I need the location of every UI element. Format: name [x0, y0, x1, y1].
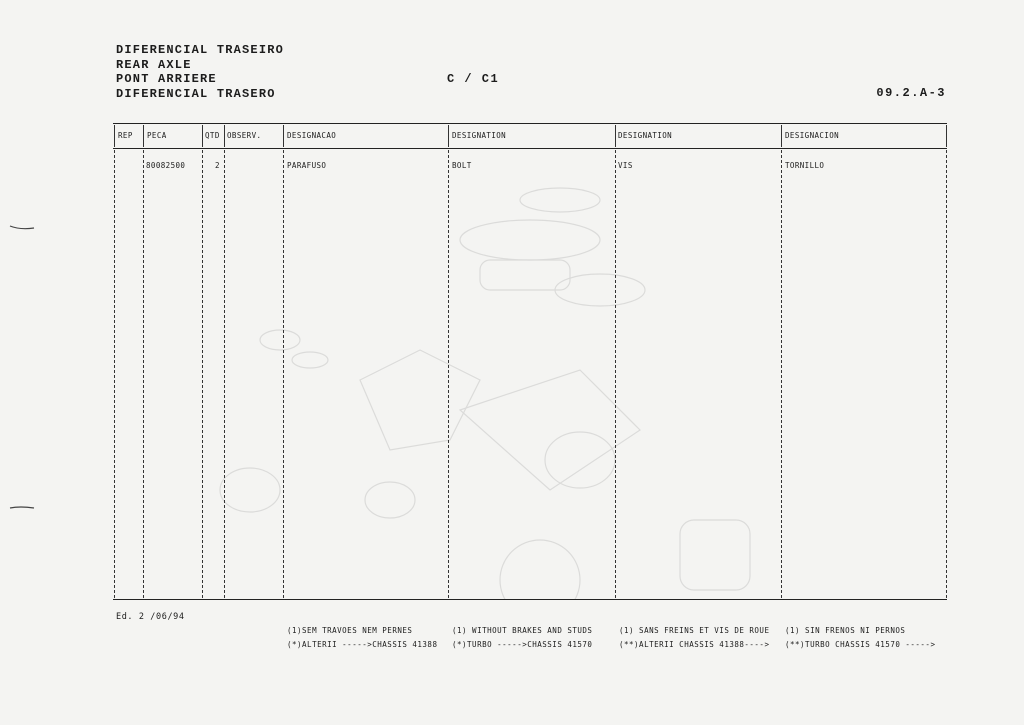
column-divider	[283, 150, 284, 598]
column-divider	[946, 150, 947, 598]
table-row-designacao: PARAFUSO	[287, 161, 327, 170]
table-top-border	[113, 123, 947, 124]
header-divider	[946, 125, 947, 147]
chassis-note-turbo: (*)TURBO ----->CHASSIS 41570	[452, 640, 593, 649]
binder-mark	[8, 503, 36, 513]
table-row-designacion: TORNILLO	[785, 161, 825, 170]
page-code: 09.2.A-3	[876, 86, 946, 100]
col-header-designacao: DESIGNACAO	[287, 131, 337, 140]
col-header-qtd: QTD	[205, 131, 220, 140]
table-row-qtd: 2	[215, 161, 220, 170]
col-header-designation-fr: DESIGNATION	[618, 131, 673, 140]
footnote-pt: (1)SEM TRAVOES NEM PERNES	[287, 626, 413, 635]
header-divider	[283, 125, 284, 147]
exploded-view-illustration	[160, 160, 760, 600]
table-bottom-border	[113, 599, 947, 600]
chassis-note-alterii: (*)ALTERII ----->CHASSIS 41388	[287, 640, 438, 649]
column-divider	[202, 150, 203, 598]
col-header-observ: OBSERV.	[227, 131, 262, 140]
col-header-peca: PECA	[147, 131, 167, 140]
chassis-note-turbo-2: (**)TURBO CHASSIS 41570 ----->	[785, 640, 936, 649]
header-divider	[224, 125, 225, 147]
header-divider	[448, 125, 449, 147]
title-portuguese: DIFERENCIAL TRASEIRO	[116, 43, 285, 57]
table-row-designation-en: BOLT	[452, 161, 472, 170]
footnote-en: (1) WITHOUT BRAKES AND STUDS	[452, 626, 593, 635]
column-divider	[615, 150, 616, 598]
edition-date: Ed. 2 /06/94	[116, 612, 185, 622]
column-divider	[143, 150, 144, 598]
col-header-designacion: DESIGNACION	[785, 131, 840, 140]
header-divider	[202, 125, 203, 147]
header-divider	[114, 125, 115, 147]
title-spanish: DIFERENCIAL TRASERO	[116, 86, 276, 101]
header-divider	[143, 125, 144, 147]
table-row-peca: 80082500	[146, 161, 186, 170]
header-divider	[781, 125, 782, 147]
column-divider	[224, 150, 225, 598]
chassis-note-alterii-2: (**)ALTERII CHASSIS 41388---->	[619, 640, 770, 649]
column-divider	[781, 150, 782, 598]
header-divider	[615, 125, 616, 147]
footnote-es: (1) SIN FRENOS NI PERNOS	[785, 626, 906, 635]
group-code: C / C1	[447, 72, 500, 86]
binder-mark	[8, 222, 36, 232]
title-english: REAR AXLE	[116, 57, 192, 72]
table-row-designation-fr: VIS	[618, 161, 633, 170]
footnote-fr: (1) SANS FREINS ET VIS DE ROUE	[619, 626, 770, 635]
header-bottom-border	[113, 148, 947, 149]
title-block	[116, 43, 284, 101]
title-french: PONT ARRIERE	[116, 72, 217, 86]
column-divider	[448, 150, 449, 598]
col-header-rep: REP	[118, 131, 133, 140]
column-divider	[114, 150, 115, 598]
col-header-designation-en: DESIGNATION	[452, 131, 507, 140]
